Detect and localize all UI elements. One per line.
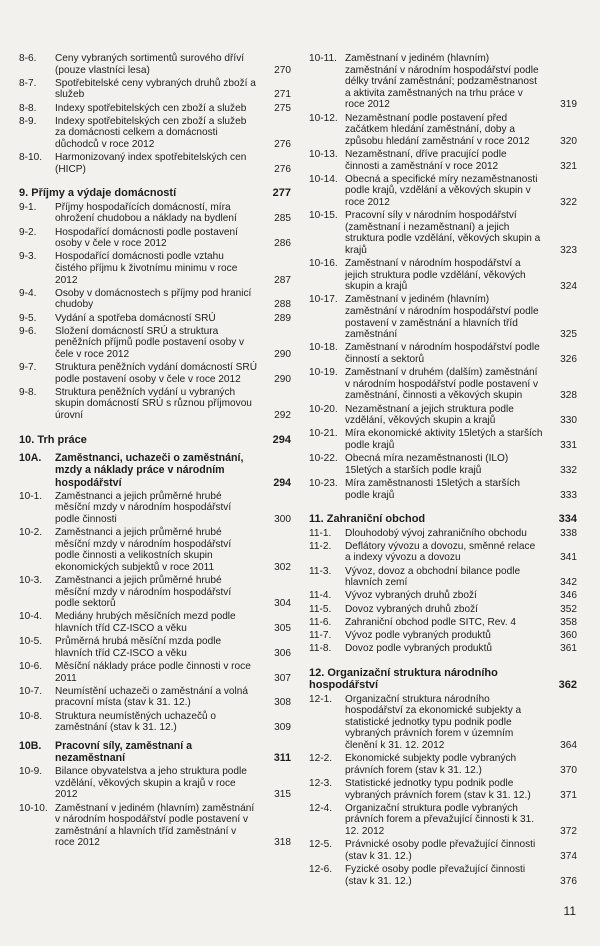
toc-entry (19, 251, 291, 286)
toc-entry-number: 11-1. (309, 527, 332, 539)
toc-entry-number: 10-12. (309, 112, 338, 124)
toc-entry-body (345, 864, 577, 887)
toc-entry (309, 53, 577, 111)
toc-entry-number: 10-15. (309, 210, 338, 222)
toc-entry-page: 333 (560, 489, 577, 501)
toc-entry (309, 453, 577, 476)
toc-entry-number: 11-8. (309, 643, 332, 655)
toc-entry (309, 753, 577, 776)
toc-entry (309, 566, 577, 589)
toc-entry-title: Ekonomické subjekty podle vybraných právních forem (stav k 31. 12.) (345, 753, 517, 776)
toc-entry-number: 9-1. (19, 201, 37, 213)
toc-entry-number: 10-20. (309, 403, 338, 415)
toc-entry (19, 527, 291, 573)
toc-entry-title: 11. Zahraniční obchod (309, 513, 426, 526)
toc-entry-page: 318 (274, 837, 291, 849)
toc-entry-number: 12-4. (309, 802, 333, 814)
toc-entry-body (345, 617, 577, 629)
toc-entry (19, 491, 291, 526)
toc-entry-number: 10-4. (19, 611, 43, 623)
toc-entry-body (345, 566, 577, 589)
toc-entry-title: Obecná a specifické míry nezaměstnanosti podle krajů, vzdělání a věkových skupin v roce 2012 (345, 173, 538, 208)
toc-entry-title: Vývoz vybraných druhů zboží (345, 590, 477, 602)
toc-left-column (19, 53, 291, 851)
toc-entry-title: Bilance obyvatelstva a jeho struktura podle vzdělání, věkových skupin a krajů v roce 2012 (55, 766, 247, 801)
toc-entry-body (345, 803, 577, 838)
toc-entry-title: Zaměstnaní v národním hospodářství a jejich struktura podle vzdělání, věkových skupin a krajů (345, 258, 526, 293)
toc-entry-number: 10-11. (309, 53, 337, 64)
toc-entry (309, 342, 577, 365)
toc-entry-page: 364 (560, 740, 577, 752)
toc-entry-number: 11-2. (309, 540, 332, 552)
toc-entry-number: 10-18. (309, 342, 338, 354)
toc-entry-page: 304 (274, 598, 291, 610)
page-number: 11 (563, 904, 576, 918)
toc-entry-title: Hospodařící domácnosti podle postavení osoby v čele v roce 2012 (55, 226, 238, 250)
toc-entry-title: Osoby v domácnostech s příjmy pod hranicí chudoby (55, 287, 252, 311)
toc-entry-number: 10-23. (309, 477, 338, 489)
toc-entry-body (345, 590, 577, 602)
toc-entry-body (19, 187, 291, 200)
toc-entry-title: Pracovní síly v národním hospodářství (zaměstnaní i nezaměstnaní) a jejich struktura podle vzdělání, věkových skupin a krajů (345, 210, 541, 256)
toc-entry-title: Obecná míra nezaměstnanosti (ILO) 15letých a starších podle krajů (345, 453, 509, 476)
toc-entry (309, 541, 577, 564)
toc-entry-body (55, 491, 291, 526)
toc-entry-page: 342 (560, 577, 577, 589)
toc-entry-title: Spotřebitelské ceny vybraných druhů zboží a služeb (55, 77, 256, 101)
toc-entry-title: Mediány hrubých měsíčních mezd podle hlavních tříd CZ-ISCO a věku (55, 611, 236, 635)
toc-entry-body (55, 661, 291, 684)
toc-entry-page: 287 (274, 274, 291, 286)
toc-entry-title: Fyzické osoby podle převažující činnosti (stav k 31. 12.) (345, 863, 526, 887)
toc-entry (19, 288, 291, 311)
toc-entry-page: 302 (274, 561, 291, 573)
toc-entry-page: 290 (274, 348, 291, 360)
toc-entry-title: Zaměstnaní v národním hospodářství podle činností a sektorů (345, 342, 540, 365)
toc-entry-title: Vydání a spotřeba domácností SRÚ (55, 312, 216, 324)
toc-entry (309, 478, 577, 501)
toc-entry (309, 404, 577, 427)
toc-entry-page: 320 (560, 135, 577, 147)
toc-entry-body (345, 839, 577, 862)
toc-entry (19, 803, 291, 849)
toc-entry (309, 367, 577, 402)
toc-entry-number: 10B. (19, 739, 42, 752)
toc-entry-title: Zaměstnaní v druhém (dalším) zaměstnání v národním hospodářství podle postavení v zaměstnání, činnosti a věkových skupin (345, 367, 539, 402)
toc-entry (19, 152, 291, 175)
toc-entry-number: 10-14. (309, 173, 338, 185)
toc-entry-body (345, 342, 577, 365)
toc-entry-title: Zaměstnanci a jejich průměrné hrubé měsíční mzdy v národním hospodářství podle sektorů (55, 575, 232, 610)
toc-entry (309, 590, 577, 602)
toc-entry-body (345, 367, 577, 402)
toc-entry-body (19, 434, 291, 447)
toc-entry-body (345, 630, 577, 642)
toc-entry-body (345, 694, 577, 752)
toc-entry (309, 210, 577, 256)
toc-entry (19, 636, 291, 659)
toc-entry-number: 10-8. (19, 710, 43, 722)
toc-entry-body (55, 53, 291, 76)
toc-entry-title: Hospodařící domácnosti podle vztahu čistého příjmu k životnímu minimu v roce 2012 (55, 251, 238, 286)
toc-entry (309, 113, 577, 148)
toc-entry-number: 12-5. (309, 839, 333, 851)
toc-entry-title: Míra zaměstnanosti 15letých a starších podle krajů (345, 477, 521, 501)
toc-entry-number: 10A. (19, 452, 42, 465)
toc-entry-number: 11-3. (309, 565, 332, 577)
toc-entry-body (345, 478, 577, 501)
toc-entry-title: Deflátory vývozu a dovozu, směnné relace a indexy vývozu a dovozu (345, 540, 536, 564)
toc-entry-page: 372 (560, 826, 577, 837)
toc-entry-page: 305 (274, 623, 291, 635)
toc-entry-number: 12-6. (309, 863, 333, 875)
toc-entry-page: 341 (560, 552, 577, 564)
toc-entry-title: Indexy spotřebitelských cen zboží a služeb (55, 102, 247, 114)
toc-entry-page: 332 (560, 464, 577, 476)
toc-entry-body (55, 116, 291, 151)
toc-entry-page: 276 (274, 138, 291, 150)
toc-entry-body (345, 53, 577, 111)
toc-entry-page: 285 (274, 213, 291, 225)
toc-entry-body (55, 686, 291, 709)
toc-subsection (19, 740, 291, 764)
toc-entry-page: 277 (272, 187, 291, 200)
toc-entry-page: 330 (560, 415, 577, 427)
toc-entry-number: 10-3. (19, 575, 43, 587)
toc-entry-page: 294 (273, 476, 291, 489)
toc-entry (19, 53, 291, 76)
toc-entry-number: 8-7. (19, 77, 37, 89)
toc-entry-body (345, 453, 577, 476)
toc-entry-page: 326 (560, 354, 577, 365)
toc-entry-page: 370 (560, 764, 577, 776)
toc-entry-number: 10-1. (19, 490, 43, 502)
toc-entry-page: 374 (560, 850, 577, 862)
toc-entry (19, 103, 291, 115)
toc-entry-title: Ceny vybraných sortimentů surového dříví (pouze vlastníci lesa) (55, 53, 245, 76)
toc-entry-number: 12-2. (309, 753, 333, 765)
toc-entry-title: Dovoz podle vybraných produktů (345, 643, 493, 655)
toc-entry-title: Míra ekonomické aktivity 15letých a starších podle krajů (345, 428, 543, 451)
toc-entry (19, 362, 291, 385)
toc-entry-page: 325 (560, 329, 577, 341)
toc-entry (19, 227, 291, 250)
toc-entry-number: 9-6. (19, 325, 37, 337)
toc-entry-body (55, 313, 291, 325)
toc-entry (309, 528, 577, 540)
toc-section (309, 667, 577, 692)
toc-entry-body (55, 251, 291, 286)
toc-entry-number: 10-5. (19, 636, 43, 648)
toc-entry-page: 361 (560, 643, 577, 655)
toc-entry-body (55, 202, 291, 225)
toc-entry (309, 778, 577, 801)
toc-entry-body (55, 711, 291, 734)
toc-entry-body (55, 227, 291, 250)
toc-entry-number: 8-10. (19, 152, 43, 164)
toc-entry (309, 617, 577, 629)
toc-entry-page: 276 (274, 163, 291, 175)
toc-entry (309, 803, 577, 838)
toc-entry-number: 10-9. (19, 766, 43, 778)
toc-entry-page: 362 (558, 679, 577, 692)
toc-entry-number: 10-2. (19, 527, 43, 539)
toc-entry-page: 307 (274, 672, 291, 684)
toc-entry-body (55, 766, 291, 801)
toc-entry (309, 294, 577, 340)
toc-entry-page: 292 (274, 410, 291, 422)
toc-entry-body (55, 78, 291, 101)
toc-entry-number: 10-21. (309, 428, 338, 440)
toc-entry-page: 290 (274, 373, 291, 385)
toc-entry-body (55, 527, 291, 573)
toc-entry (309, 149, 577, 172)
toc-entry-title: Vývoz podle vybraných produktů (345, 629, 491, 641)
toc-entry-number: 12-3. (309, 778, 333, 790)
toc-entry-title: Dovoz vybraných druhů zboží (345, 603, 478, 615)
toc-entry-body (55, 636, 291, 659)
toc-entry-page: 376 (560, 875, 577, 887)
toc-entry (19, 387, 291, 422)
toc-entry-number: 11-4. (309, 590, 332, 602)
toc-entry (19, 116, 291, 151)
toc-entry-title: Průměrná hrubá měsíční mzda podle hlavních tříd CZ-ISCO a věku (55, 636, 222, 659)
toc-entry-body (55, 803, 291, 849)
toc-entry-page: 334 (558, 513, 577, 526)
toc-entry-number: 11-7. (309, 629, 332, 641)
toc-entry-title: Harmonizovaný index spotřebitelských cen (HICP) (55, 152, 247, 175)
toc-entry (19, 661, 291, 684)
toc-entry-number: 10-13. (309, 148, 338, 160)
toc-entry (309, 258, 577, 293)
toc-entry (19, 78, 291, 101)
toc-entry-title: Struktura peněžních vydání domácností SRÚ podle postavení osoby v čele v roce 2012 (55, 362, 257, 385)
toc-entry-title: Vývoz, dovoz a obchodní bilance podle hlavních zemí (345, 565, 521, 589)
toc-entry (309, 428, 577, 451)
toc-entry-body (345, 778, 577, 801)
toc-entry (19, 202, 291, 225)
toc-entry-title: Zaměstnanci, uchazeči o zaměstnání, mzdy a náklady práce v národním hospodářství (55, 452, 244, 489)
toc-right-column (309, 53, 577, 889)
toc-entry-page: 289 (274, 312, 291, 324)
toc-entry-page: 294 (272, 433, 291, 446)
toc-entry-number: 12-1. (309, 693, 333, 705)
toc-entry-title: Příjmy hospodařících domácností, míra ohrožení chudobou a náklady na bydlení (55, 201, 237, 225)
toc-entry-page: 323 (560, 244, 577, 256)
toc-entry-body (55, 575, 291, 610)
toc-entry (309, 694, 577, 752)
toc-entry-number: 8-8. (19, 102, 37, 114)
toc-entry-number: 10-17. (309, 294, 338, 306)
toc-entry (19, 686, 291, 709)
toc-entry-body (345, 113, 577, 148)
toc-entry-page: 286 (274, 238, 291, 250)
toc-entry-page: 321 (560, 160, 577, 172)
toc-entry-title: 10. Trh práce (19, 433, 87, 446)
toc-entry-page: 315 (274, 789, 291, 801)
toc-entry-body (309, 667, 577, 692)
toc-entry-number: 10-16. (309, 258, 338, 270)
toc-entry-page: 271 (274, 89, 291, 101)
toc-entry-page: 322 (560, 196, 577, 208)
toc-entry-page: 288 (274, 299, 291, 311)
toc-entry-title: 9. Příjmy a výdaje domácností (19, 187, 177, 200)
toc-entry (309, 604, 577, 616)
toc-entry-number: 9-8. (19, 386, 37, 398)
toc-entry-body (345, 149, 577, 172)
toc-subsection (19, 452, 291, 489)
toc-entry-title: Zahraniční obchod podle SITC, Rev. 4 (345, 616, 516, 628)
toc-entry-body (345, 404, 577, 427)
toc-entry-body (345, 210, 577, 256)
toc-entry (309, 630, 577, 642)
toc-entry-page: 328 (560, 390, 577, 402)
toc-entry (19, 611, 291, 634)
toc-entry-number: 9-3. (19, 251, 37, 263)
toc-entry-title: Indexy spotřebitelských cen zboží a služeb za domácnosti celkem a domácnosti důchodců v roce 2012 (55, 115, 247, 150)
toc-section (309, 513, 577, 526)
toc-entry-title: Organizační struktura národního hospodářství za ekonomické subjekty a statistické jednotky typu podnik podle vybraných právních forem v územním členění k 31. 12. 2012 (345, 693, 522, 752)
toc-entry-title: Zaměstnanci a jejich průměrné hrubé měsíční mzdy v národním hospodářství podle činnosti (55, 490, 232, 525)
toc-entry-title: Statistické jednotky typu podnik podle vybraných právních forem (stav k 31. 12.) (345, 778, 531, 801)
toc-entry-title: Zaměstnaní v jediném (hlavním) zaměstnání v národním hospodářství podle délky trvání zaměstnání; podzaměstnanost a aktivita zaměstnaných na trhu práce v roce 2012 (345, 53, 539, 111)
toc-entry-title: Složení domácností SRÚ a struktura peněžních příjmů podle postavení osoby v čele v roce 2012 (55, 325, 245, 360)
toc-entry-title: Dlouhodobý vývoj zahraničního obchodu (345, 527, 527, 539)
toc-entry (309, 864, 577, 887)
toc-entry-number: 11-5. (309, 603, 332, 615)
toc-entry-number: 8-6. (19, 53, 37, 64)
toc-entry-page: 352 (560, 603, 577, 615)
toc-entry-page: 338 (560, 527, 577, 539)
toc-entry-body (55, 611, 291, 634)
toc-entry (309, 643, 577, 655)
toc-entry-body (55, 387, 291, 422)
toc-entry-title: Struktura peněžních vydání u vybraných skupin domácností SRÚ s různou příjmovou úrovní (55, 386, 252, 422)
toc-entry-body (55, 452, 291, 489)
toc-entry-page: 275 (274, 102, 291, 114)
toc-entry-body (55, 362, 291, 385)
toc-entry-number: 10-7. (19, 685, 43, 697)
toc-entry-body (309, 513, 577, 526)
toc-entry-page: 309 (274, 722, 291, 734)
toc-entry-body (345, 528, 577, 540)
toc-entry-title: Zaměstnanci a jejich průměrné hrubé měsíční mzdy v národním hospodářství podle činnosti a velikostních skupin ekonomických subjektů v roce 2011 (55, 527, 232, 573)
toc-entry-page: 308 (274, 697, 291, 709)
toc-entry-number: 9-2. (19, 226, 37, 238)
toc-entry (309, 174, 577, 209)
toc-entry-number: 11-6. (309, 616, 332, 628)
toc-entry-title: 12. Organizační struktura národního hospodářství (309, 666, 498, 692)
toc-entry-body (345, 643, 577, 655)
toc-entry-title: Nezaměstnaní a jejich struktura podle vzdělání, věkových skupin a krajů (345, 403, 514, 427)
toc-entry-body (345, 174, 577, 209)
toc-entry (19, 313, 291, 325)
toc-entry-number: 9-5. (19, 312, 37, 324)
toc-entry-page: 360 (560, 629, 577, 641)
toc-entry-body (345, 258, 577, 293)
toc-entry-body (345, 604, 577, 616)
toc-entry-page: 306 (274, 647, 291, 659)
toc-entry-body (345, 541, 577, 564)
toc-entry-number: 9-7. (19, 362, 37, 374)
toc-entry-title: Měsíční náklady práce podle činnosti v roce 2011 (55, 661, 251, 684)
toc-entry (309, 839, 577, 862)
toc-section (19, 434, 291, 447)
toc-entry-body (55, 740, 291, 764)
toc-entry-page: 311 (273, 752, 291, 764)
toc-entry (19, 766, 291, 801)
toc-entry-title: Právnické osoby podle převažující činnosti (stav k 31. 12.) (345, 839, 536, 862)
toc-entry-page: 331 (560, 439, 577, 451)
toc-entry-title: Zaměstnaní v jediném (hlavním) zaměstnání v národním hospodářství podle postavení v zaměstnání a hlavních tříd zaměstnání (345, 294, 539, 341)
toc-entry-title: Struktura neumístěných uchazečů o zaměstnání (stav k 31. 12.) (55, 710, 217, 734)
toc-entry-page: 324 (560, 281, 577, 293)
toc-entry-number: 10-22. (309, 453, 338, 465)
toc-entry-page: 300 (274, 513, 291, 525)
toc-entry-body (55, 288, 291, 311)
toc-entry (19, 711, 291, 734)
toc-entry-title: Neumístění uchazeči o zaměstnání a volná pracovní místa (stav k 31. 12.) (55, 685, 249, 709)
toc-entry-title: Pracovní síly, zaměstnaní a nezaměstnaní (55, 739, 192, 764)
toc-entry-title: Nezaměstnaní podle postavení před začátkem hledání zaměstnání, doby a způsobu hledání zaměstnání v roce 2012 (345, 112, 530, 147)
toc-entry-title: Nezaměstnaní, dříve pracující podle činnosti a zaměstnání v roce 2012 (345, 148, 507, 172)
toc-entry-body (345, 294, 577, 340)
toc-entry-body (55, 103, 291, 115)
toc-entry-page: 358 (560, 616, 577, 628)
toc-entry-page: 319 (560, 99, 577, 111)
toc-entry-body (55, 326, 291, 361)
toc-entry-body (345, 428, 577, 451)
toc-entry-number: 10-19. (309, 367, 338, 379)
toc-entry-number: 8-9. (19, 115, 37, 127)
toc-entry-page: 371 (560, 789, 577, 801)
toc-entry-number: 9-4. (19, 287, 37, 299)
toc-entry-body (55, 152, 291, 175)
toc-entry-title: Organizační struktura podle vybraných právních forem a převažující činnosti k 31. 12. 2012 (345, 802, 535, 837)
toc-section (19, 187, 291, 200)
toc-entry-number: 10-6. (19, 661, 43, 673)
toc-entry-page: 346 (560, 590, 577, 602)
toc-entry-title: Zaměstnaní v jediném (hlavním) zaměstnání v národním hospodářství podle postavení v zaměstnání a hlavních tříd zaměstnání v roce 2012 (55, 802, 255, 849)
toc-entry-page: 270 (274, 64, 291, 76)
toc-entry (19, 575, 291, 610)
toc-entry-body (345, 753, 577, 776)
toc-entry-number: 10-10. (19, 802, 48, 814)
toc-entry (19, 326, 291, 361)
